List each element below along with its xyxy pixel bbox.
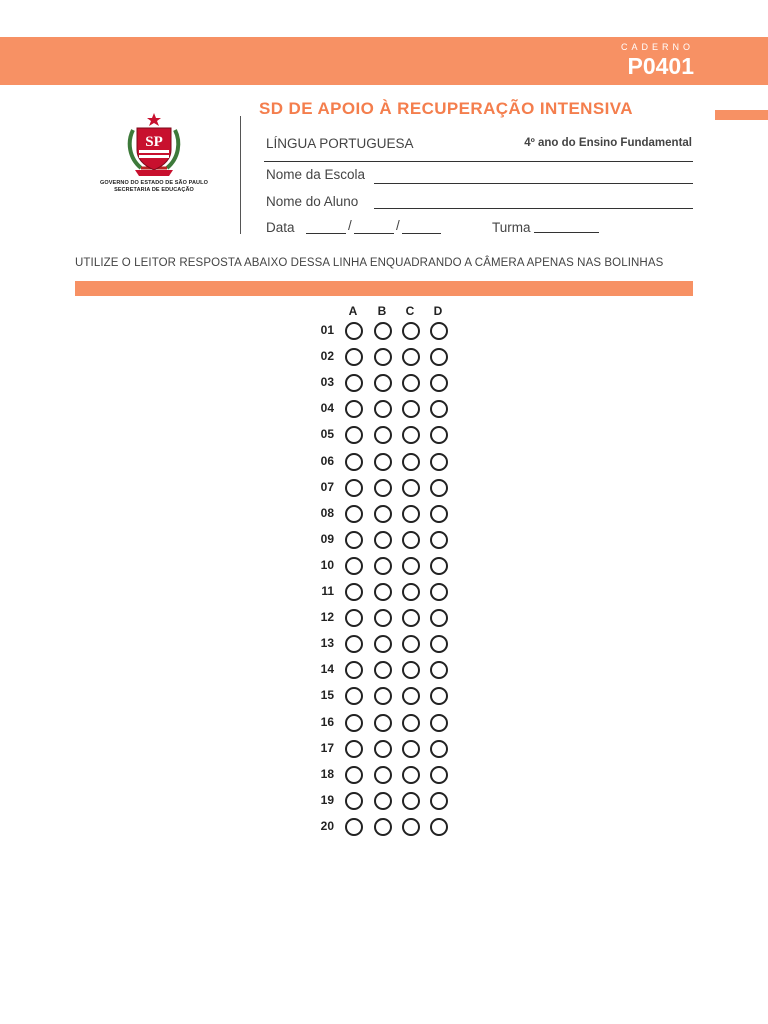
- answer-bubble-05-b[interactable]: [374, 426, 392, 444]
- caderno-label: CADERNO: [620, 42, 694, 52]
- answer-bubble-06-a[interactable]: [345, 453, 363, 471]
- option-header-c: C: [405, 304, 415, 318]
- date-separator-2: /: [396, 218, 400, 233]
- answer-bubble-18-b[interactable]: [374, 766, 392, 784]
- answer-bubble-15-c[interactable]: [402, 687, 420, 705]
- answer-bubble-03-c[interactable]: [402, 374, 420, 392]
- answer-bubble-17-c[interactable]: [402, 740, 420, 758]
- vertical-divider: [240, 116, 241, 234]
- answer-bubble-03-d[interactable]: [430, 374, 448, 392]
- answer-bubble-03-a[interactable]: [345, 374, 363, 392]
- date-separator-1: /: [348, 218, 352, 233]
- answer-bubble-10-a[interactable]: [345, 557, 363, 575]
- answer-bubble-01-c[interactable]: [402, 322, 420, 340]
- answer-bubble-16-b[interactable]: [374, 714, 392, 732]
- answer-bubble-18-a[interactable]: [345, 766, 363, 784]
- answer-bubble-15-a[interactable]: [345, 687, 363, 705]
- answer-bubble-13-a[interactable]: [345, 635, 363, 653]
- question-number: 12: [320, 610, 334, 625]
- answer-bubble-02-b[interactable]: [374, 348, 392, 366]
- answer-bubble-02-a[interactable]: [345, 348, 363, 366]
- answer-bubble-04-d[interactable]: [430, 400, 448, 418]
- grade-label: 4º ano do Ensino Fundamental: [524, 137, 692, 149]
- answer-bubble-16-c[interactable]: [402, 714, 420, 732]
- question-number: 06: [320, 453, 334, 468]
- answer-bubble-15-d[interactable]: [430, 687, 448, 705]
- answer-bubble-08-c[interactable]: [402, 505, 420, 523]
- answer-bubble-12-a[interactable]: [345, 609, 363, 627]
- answer-bubble-01-b[interactable]: [374, 322, 392, 340]
- subject-underline: [264, 161, 693, 162]
- question-number: 20: [320, 818, 334, 833]
- answer-bubble-11-a[interactable]: [345, 583, 363, 601]
- option-header-a: A: [348, 304, 358, 318]
- school-name-label: Nome da Escola: [266, 167, 366, 182]
- answer-bubble-20-d[interactable]: [430, 818, 448, 836]
- answer-bubble-17-b[interactable]: [374, 740, 392, 758]
- caderno-code: P0401: [627, 53, 694, 79]
- answer-bubble-11-d[interactable]: [430, 583, 448, 601]
- answer-bubble-08-d[interactable]: [430, 505, 448, 523]
- question-number: 16: [320, 714, 334, 729]
- school-name-line[interactable]: [374, 183, 693, 184]
- answer-bubble-18-c[interactable]: [402, 766, 420, 784]
- question-number: 07: [320, 479, 334, 494]
- answer-bubble-14-b[interactable]: [374, 661, 392, 679]
- answer-bubble-10-d[interactable]: [430, 557, 448, 575]
- answer-bubble-02-d[interactable]: [430, 348, 448, 366]
- answer-bubble-13-d[interactable]: [430, 635, 448, 653]
- answer-bubble-14-c[interactable]: [402, 661, 420, 679]
- answer-bubble-17-d[interactable]: [430, 740, 448, 758]
- side-tab-marker: [715, 110, 768, 120]
- option-header-b: B: [377, 304, 387, 318]
- answer-bubble-19-a[interactable]: [345, 792, 363, 810]
- answer-bubble-09-d[interactable]: [430, 531, 448, 549]
- answer-bubble-19-d[interactable]: [430, 792, 448, 810]
- answer-bubble-18-d[interactable]: [430, 766, 448, 784]
- logo-line-secretariat: SECRETARIA DE EDUCAÇÃO: [114, 187, 194, 193]
- answer-bubble-04-b[interactable]: [374, 400, 392, 418]
- question-number: 05: [320, 427, 334, 442]
- question-number: 14: [320, 662, 334, 677]
- answer-bubble-10-b[interactable]: [374, 557, 392, 575]
- answer-bubble-09-b[interactable]: [374, 531, 392, 549]
- answer-bubble-12-c[interactable]: [402, 609, 420, 627]
- answer-bubble-11-b[interactable]: [374, 583, 392, 601]
- class-label: Turma: [492, 220, 531, 235]
- answer-bubble-14-d[interactable]: [430, 661, 448, 679]
- answer-bubble-07-d[interactable]: [430, 479, 448, 497]
- answer-bubble-03-b[interactable]: [374, 374, 392, 392]
- answer-bubble-17-a[interactable]: [345, 740, 363, 758]
- date-month-line[interactable]: [354, 233, 394, 234]
- logo-emblem-text: SP: [145, 134, 163, 150]
- option-header-d: D: [433, 304, 443, 318]
- question-number: 13: [320, 636, 334, 651]
- answer-bubble-06-c[interactable]: [402, 453, 420, 471]
- subject-label: LÍNGUA PORTUGUESA: [266, 136, 414, 151]
- reader-instruction: UTILIZE O LEITOR RESPOSTA ABAIXO DESSA LINHA ENQUADRANDO A CÂMERA APENAS NAS BOLINHAS: [75, 257, 664, 269]
- answer-bubble-20-c[interactable]: [402, 818, 420, 836]
- date-year-line[interactable]: [402, 233, 441, 234]
- answer-bubble-14-a[interactable]: [345, 661, 363, 679]
- answer-bubble-12-d[interactable]: [430, 609, 448, 627]
- question-number: 08: [320, 505, 334, 520]
- document-title: SD DE APOIO À RECUPERAÇÃO INTENSIVA: [259, 99, 633, 118]
- answer-bubble-19-c[interactable]: [402, 792, 420, 810]
- answer-bubble-05-d[interactable]: [430, 426, 448, 444]
- answer-bubble-09-a[interactable]: [345, 531, 363, 549]
- sp-government-logo: [98, 112, 210, 198]
- question-number: 10: [320, 557, 334, 572]
- answer-bubble-19-b[interactable]: [374, 792, 392, 810]
- answer-bubble-15-b[interactable]: [374, 687, 392, 705]
- answer-bubble-11-c[interactable]: [402, 583, 420, 601]
- answer-bubble-05-a[interactable]: [345, 426, 363, 444]
- answer-bubble-04-a[interactable]: [345, 400, 363, 418]
- question-number: 11: [321, 584, 334, 598]
- student-name-label: Nome do Aluno: [266, 194, 359, 209]
- answer-bubble-08-a[interactable]: [345, 505, 363, 523]
- answer-bubble-06-b[interactable]: [374, 453, 392, 471]
- question-number: 17: [320, 740, 334, 755]
- class-line[interactable]: [534, 232, 599, 233]
- logo-line-government: GOVERNO DO ESTADO DE SÃO PAULO: [100, 180, 208, 186]
- coat-of-arms-icon: [125, 112, 183, 178]
- answer-bubble-01-a[interactable]: [345, 322, 363, 340]
- question-number: 19: [320, 792, 334, 807]
- question-number: 15: [320, 688, 334, 703]
- answer-bubble-09-c[interactable]: [402, 531, 420, 549]
- student-name-line[interactable]: [374, 208, 693, 209]
- answer-bubble-06-d[interactable]: [430, 453, 448, 471]
- answer-bubble-12-b[interactable]: [374, 609, 392, 627]
- answer-bubble-20-a[interactable]: [345, 818, 363, 836]
- answer-bubble-16-d[interactable]: [430, 714, 448, 732]
- question-number: 01: [320, 323, 334, 337]
- answer-bubble-05-c[interactable]: [402, 426, 420, 444]
- answer-bubble-04-c[interactable]: [402, 400, 420, 418]
- answer-bubble-07-a[interactable]: [345, 479, 363, 497]
- answer-bubble-20-b[interactable]: [374, 818, 392, 836]
- question-number: 09: [320, 531, 334, 546]
- date-day-line[interactable]: [306, 233, 346, 234]
- answer-bubble-16-a[interactable]: [345, 714, 363, 732]
- answer-bubble-13-c[interactable]: [402, 635, 420, 653]
- question-number: 02: [320, 349, 334, 364]
- answer-bubble-01-d[interactable]: [430, 322, 448, 340]
- answer-bubble-07-c[interactable]: [402, 479, 420, 497]
- question-number: 03: [320, 375, 334, 390]
- answer-bubble-13-b[interactable]: [374, 635, 392, 653]
- instruction-bar: [75, 281, 693, 296]
- answer-bubble-07-b[interactable]: [374, 479, 392, 497]
- answer-bubble-02-c[interactable]: [402, 348, 420, 366]
- question-number: 18: [320, 766, 334, 781]
- date-label: Data: [266, 220, 295, 235]
- answer-bubble-10-c[interactable]: [402, 557, 420, 575]
- answer-bubble-08-b[interactable]: [374, 505, 392, 523]
- question-number: 04: [320, 401, 334, 416]
